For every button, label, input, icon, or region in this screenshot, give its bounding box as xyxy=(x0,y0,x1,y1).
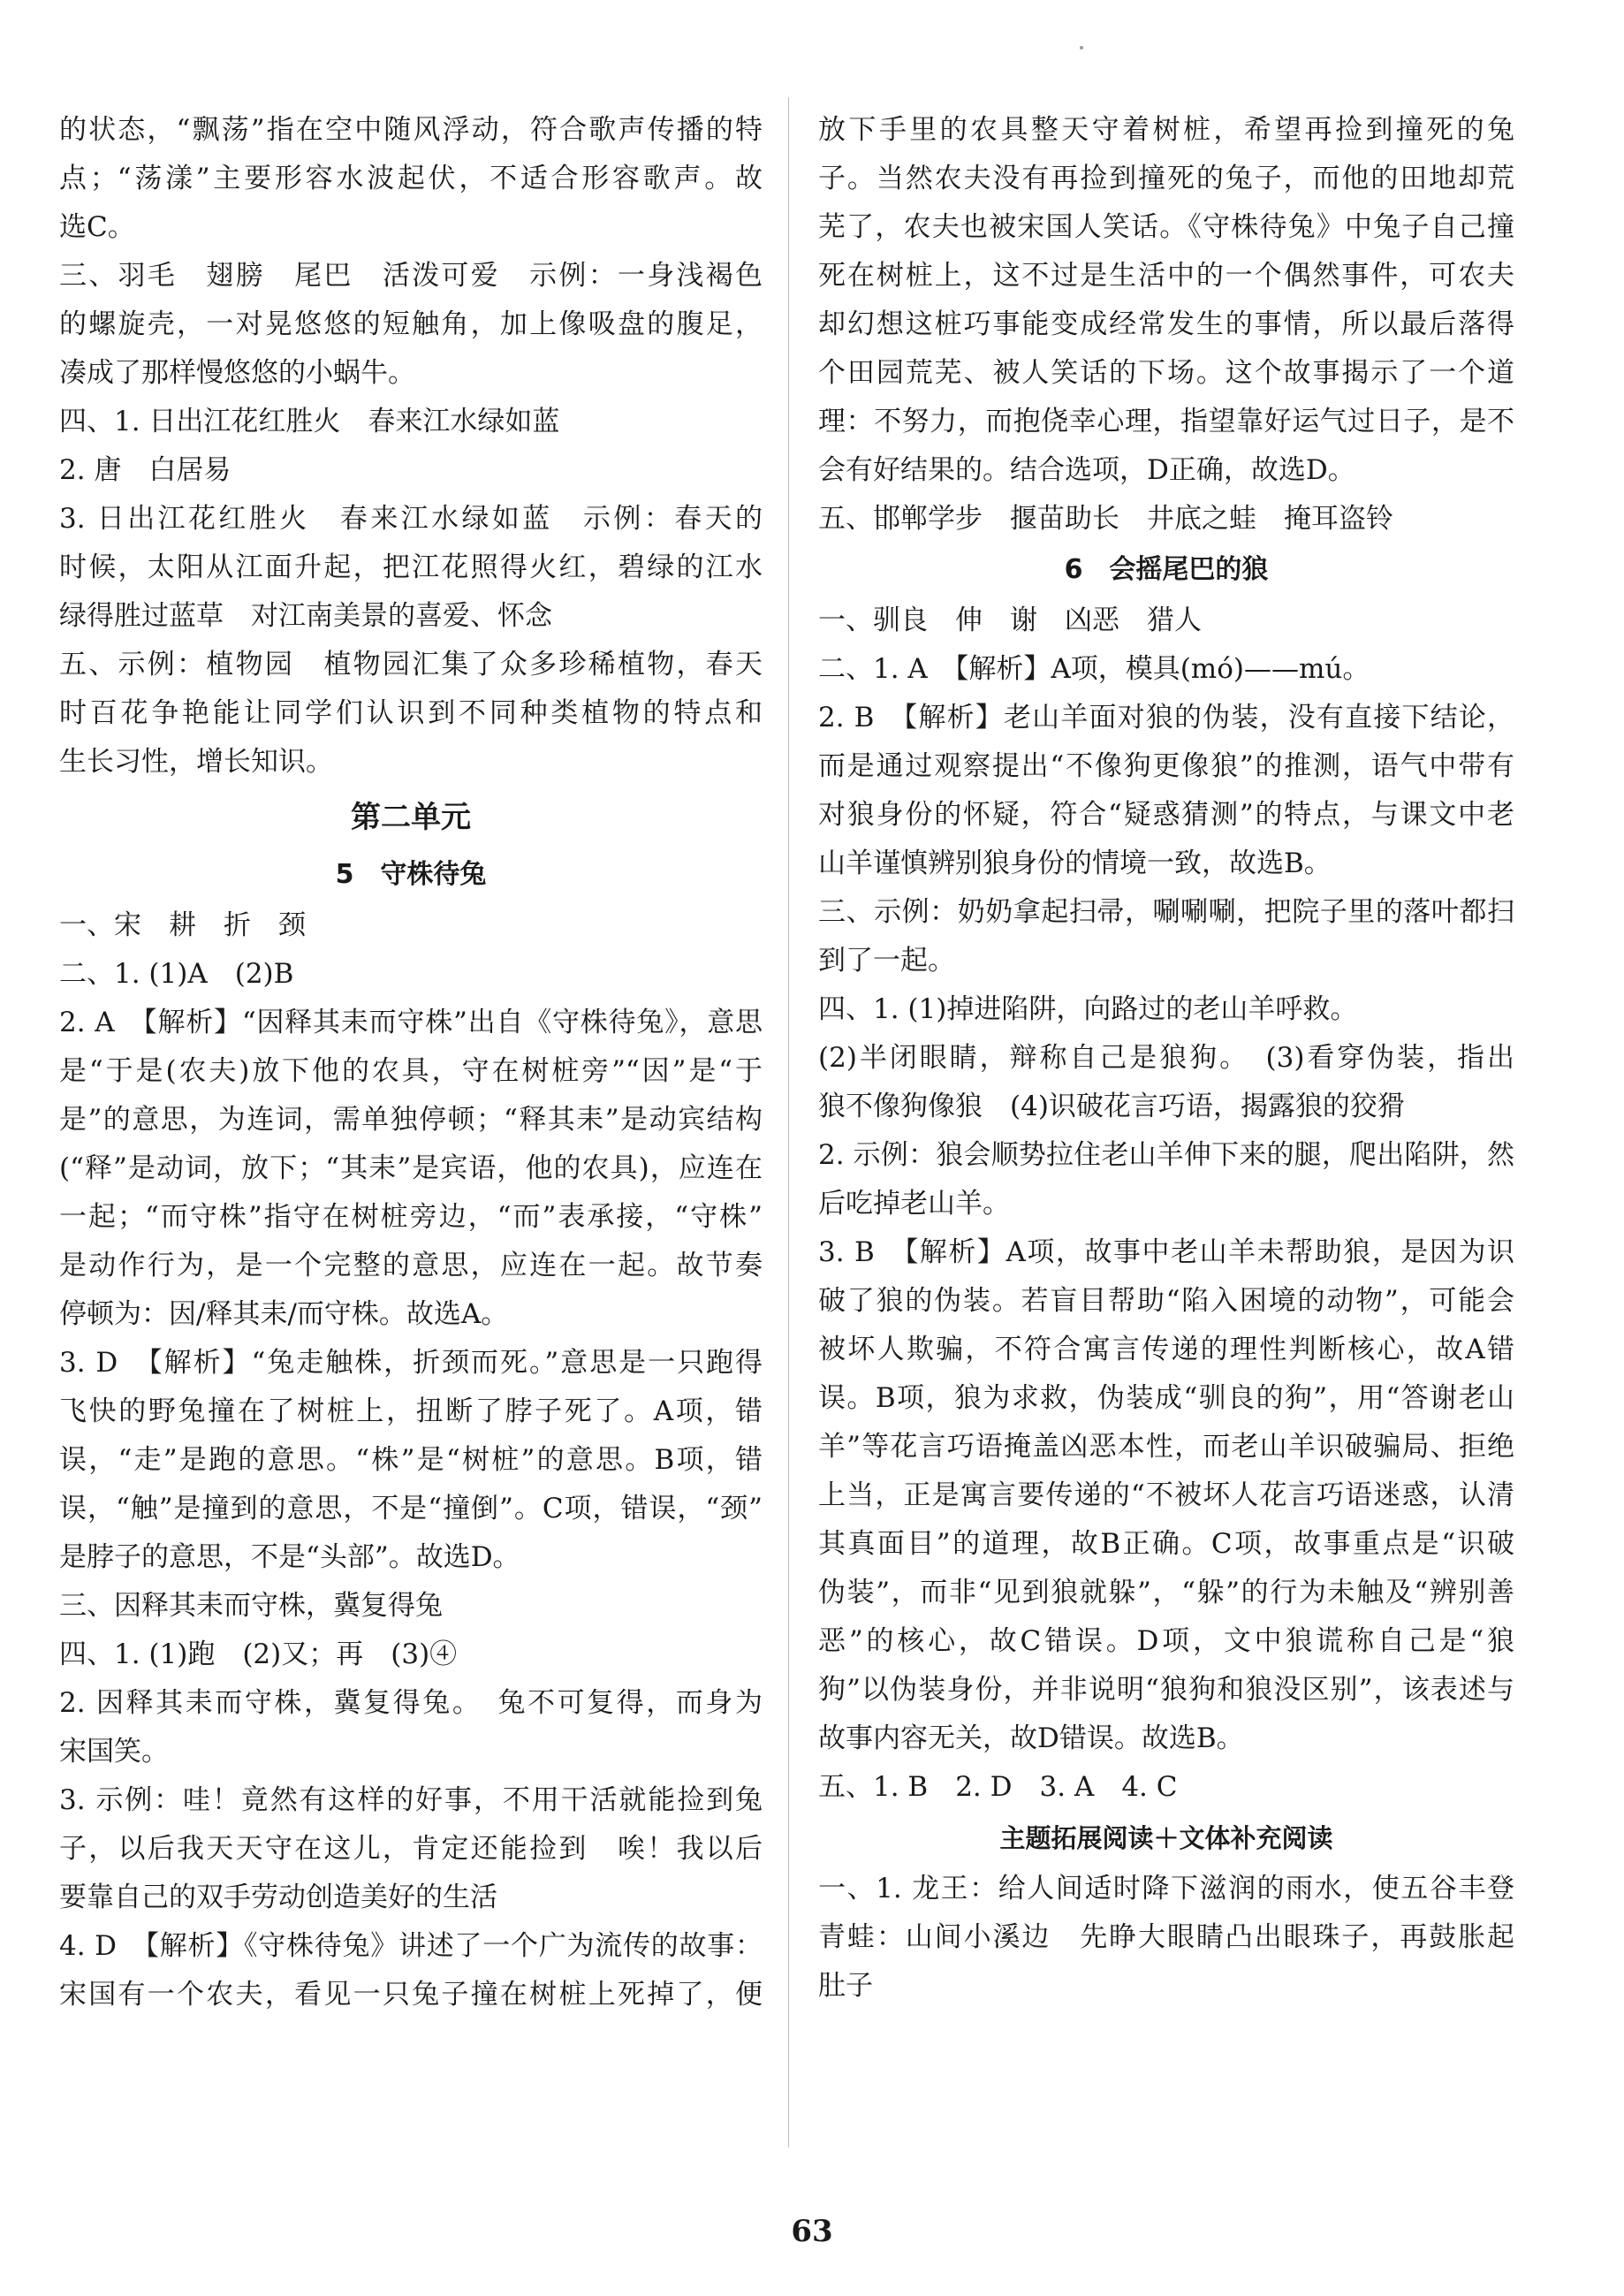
item-2: 2. 唐 白居易 xyxy=(59,454,231,486)
text-line: 飞快的野兔撞在了树桩上，扭断了脖子死了。A项，错 xyxy=(59,1395,763,1427)
text-line: 而是通过观察提出“不像狗更像狼”的推测，语气中带有 xyxy=(818,750,1514,782)
section-three: 三、示例：奶奶拿起扫帚，唰唰唰，把院子里的落叶都扫 xyxy=(818,896,1514,928)
section-five: 五、示例：植物园 植物园汇集了众多珍稀植物，春天 xyxy=(59,649,763,680)
text-line: 是“于是(农夫)放下他的农具，守在树桩旁”“因”是“于 xyxy=(59,1055,763,1087)
text-line: 狗”以伪装身份，并非说明“狼狗和狼没区别”，该表述与 xyxy=(818,1674,1514,1706)
text-line: 凑成了那样慢悠悠的小蜗牛。 xyxy=(59,357,415,389)
section-four-item-1: 四、1. 日出江花红胜火 春来江水绿如蓝 xyxy=(59,406,560,437)
section-three: 三、羽毛 翅膀 尾巴 活泼可爱 示例：一身浅褐色 xyxy=(59,260,763,292)
text-line: 是”的意思，为连词，需单独停顿；“释其耒”是动宾结构 xyxy=(59,1104,763,1136)
text-line: 破了狼的伪装。若盲目帮助“陷入困境的动物”，可能会 xyxy=(818,1285,1514,1317)
lesson-heading: 6 会摇尾巴的狼 xyxy=(1064,554,1269,585)
text-line: 误。B项，狼为求救，伪装成“驯良的狗”，用“答谢老山 xyxy=(818,1382,1514,1414)
text-line: 狼不像狗像狼 (4)识破花言巧语，揭露狼的狡猾 xyxy=(818,1091,1405,1122)
text-line: 芜了，农夫也被宋国人笑话。《守株待兔》中兔子自己撞 xyxy=(818,211,1514,243)
text-line: 对狼身份的怀疑，符合“疑惑猜测”的特点，与课文中老 xyxy=(818,799,1514,831)
section-five: 五、邯郸学步 揠苗助长 井底之蛙 掩耳盗铃 xyxy=(818,503,1393,535)
right-column xyxy=(818,106,1514,2011)
text-line: (“释”是动词，放下；“其耒”是宾语，他的农具)，应连在 xyxy=(59,1152,763,1184)
text-line: 恶”的核心，故C错误。D项，文中狼谎称自己是“狼 xyxy=(818,1625,1514,1657)
section-two: 二、1. (1)A (2)B xyxy=(59,958,294,990)
text-line: 死在树桩上，这不过是生活中的一个偶然事件，可农夫 xyxy=(818,260,1514,292)
text-line: 被坏人欺骗，不符合寓言传递的理性判断核心，故A错 xyxy=(818,1334,1514,1365)
item-3-analysis: 3. B 【解析】A项，故事中老山羊未帮助狼，是因为识 xyxy=(818,1236,1514,1268)
text-line: 的螺旋壳，一对晃悠悠的短触角，加上像吸盘的腹足， xyxy=(59,308,763,340)
text-line: 肚子 xyxy=(818,1970,873,2002)
section-one: 一、宋 耕 折 颈 xyxy=(59,909,306,941)
text-line: 误，“触”是撞到的意思，不是“撞倒”。C项，错误，“颈” xyxy=(59,1493,763,1524)
text-line: 上当，正是寓言要传递的“不被坏人花言巧语迷惑，认清 xyxy=(818,1479,1514,1511)
text-line: 是动作行为，是一个完整的意思，应连在一起。故节奏 xyxy=(59,1250,763,1281)
text-line: 宋国有一个农夫，看见一只兔子撞在树桩上死掉了，便 xyxy=(59,1979,763,2011)
text-line: 放下手里的农具整天守着树桩，希望再捡到撞死的兔 xyxy=(818,114,1514,146)
item-2-analysis: 2. B 【解析】老山羊面对狼的伪装，没有直接下结论， xyxy=(818,702,1514,734)
item-2: 2. 因释其耒而守株，冀复得兔。 兔不可复得，而身为 xyxy=(59,1687,763,1719)
text-line: 停顿为：因/释其耒/而守株。故选A。 xyxy=(59,1298,509,1330)
text-line: 时候，太阳从江面升起，把江花照得火红，碧绿的江水 xyxy=(59,551,763,583)
column-divider xyxy=(788,97,789,2148)
theme-reading-heading: 主题拓展阅读＋文体补充阅读 xyxy=(999,1823,1333,1853)
text-line: (2)半闭眼睛，辩称自己是狼狗。 (3)看穿伪装，指出 xyxy=(818,1042,1514,1074)
text-line: 山羊谨慎辨别狼身份的情境一致，故选B。 xyxy=(818,848,1332,879)
text-line: 其真面目”的道理，故B正确。C项，故事重点是“识破 xyxy=(818,1528,1514,1560)
text-line: 子。当然农夫没有再捡到撞死的兔子，而他的田地却荒 xyxy=(818,163,1514,194)
text-line: 羊”等花言巧语掩盖凶恶本性，而老山羊识破骗局、拒绝 xyxy=(818,1431,1514,1463)
text-line: 理：不努力，而抱侥幸心理，指望靠好运气过日子，是不 xyxy=(818,406,1514,437)
text-line: 伪装”，而非“见到狼就躲”，“躲”的行为未触及“辨别善 xyxy=(818,1577,1514,1608)
page-number: 63 xyxy=(791,2214,833,2249)
left-column xyxy=(59,106,763,2019)
unit-heading: 第二单元 xyxy=(351,800,471,835)
item-3-analysis: 3. D 【解析】“兔走触株，折颈而死。”意思是一只跑得 xyxy=(59,1347,763,1379)
text-line: 个田园荒芜、被人笑话的下场。这个故事揭示了一个道 xyxy=(818,357,1514,389)
scan-speck xyxy=(1080,46,1083,49)
text-line: 一起；“而守株”指守在树桩旁边，“而”表承接，“守株” xyxy=(59,1201,763,1233)
lesson-heading: 5 守株待兔 xyxy=(335,859,487,890)
text-line: 选C。 xyxy=(59,211,135,243)
section-three: 三、因释其耒而守株，冀复得兔 xyxy=(59,1590,443,1622)
section-four: 四、1. (1)掉进陷阱，向路过的老山羊呼救。 xyxy=(818,993,1358,1025)
text-line: 却幻想这桩巧事能变成经常发生的事情，所以最后落得 xyxy=(818,308,1514,340)
item-3: 3. 日出江花红胜火 春来江水绿如蓝 示例：春天的 xyxy=(59,503,763,535)
item-2-analysis: 2. A 【解析】“因释其耒而守株”出自《守株待兔》，意思 xyxy=(59,1007,763,1038)
text-line: 故事内容无关，故D错误。故选B。 xyxy=(818,1722,1244,1754)
text-line: 是脖子的意思，不是“头部”。故选D。 xyxy=(59,1541,520,1573)
section-four: 四、1. (1)跑 (2)又；再 (3)④ xyxy=(59,1638,458,1670)
section-two: 二、1. A 【解析】A项，模具(mó)——mú。 xyxy=(818,653,1370,685)
section-five-answers: 五、1. B 2. D 3. A 4. C xyxy=(818,1771,1178,1803)
text-line: 到了一起。 xyxy=(818,945,955,977)
text-line: 青蛙：山间小溪边 先睁大眼睛凸出眼珠子，再鼓胀起 xyxy=(818,1921,1514,1953)
section-one: 一、1. 龙王：给人间适时降下滋润的雨水，使五谷丰登 xyxy=(818,1873,1514,1904)
item-4-analysis: 4. D 【解析】《守株待兔》讲述了一个广为流传的故事： xyxy=(59,1930,763,1962)
text-line: 宋国笑。 xyxy=(59,1736,169,1768)
text-line: 生长习性，增长知识。 xyxy=(59,746,333,778)
item-3: 3. 示例：哇！竟然有这样的好事，不用干活就能捡到兔 xyxy=(59,1784,763,1816)
text-line: 会有好结果的。结合选项，D正确，故选D。 xyxy=(818,454,1355,486)
text-line: 误，“走”是跑的意思。“株”是“树桩”的意思。B项，错 xyxy=(59,1444,763,1476)
text-line: 子，以后我天天守在这儿，肯定还能捡到 唉！我以后 xyxy=(59,1833,763,1865)
item-2: 2. 示例：狼会顺势拉住老山羊伸下来的腿，爬出陷阱，然 xyxy=(818,1139,1514,1171)
text-line: 的状态，“飘荡”指在空中随风浮动，符合歌声传播的特 xyxy=(59,114,763,146)
text-line: 要靠自己的双手劳动创造美好的生活 xyxy=(59,1882,497,1913)
text-line: 后吃掉老山羊。 xyxy=(818,1188,1010,1220)
text-line: 点；“荡漾”主要形容水波起伏，不适合形容歌声。故 xyxy=(59,163,763,194)
text-line: 绿得胜过蓝草 对江南美景的喜爱、怀念 xyxy=(59,600,552,632)
section-one: 一、驯良 伸 谢 凶恶 猎人 xyxy=(818,604,1202,636)
text-line: 时百花争艳能让同学们认识到不同种类植物的特点和 xyxy=(59,697,763,729)
